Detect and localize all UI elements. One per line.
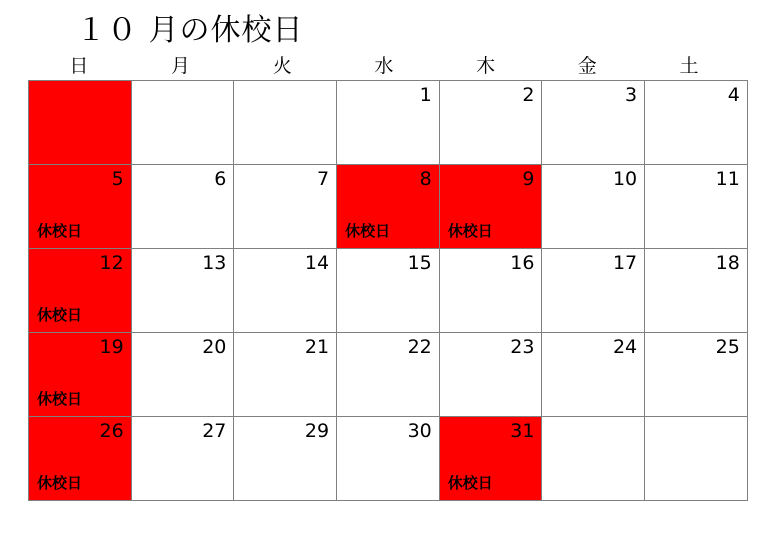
day-note: 休校日 <box>447 222 493 240</box>
calendar-cell <box>337 165 440 249</box>
day-number: 17 <box>612 252 638 274</box>
calendar-cell <box>131 81 234 165</box>
weekday-label-fri: 金 <box>577 55 597 77</box>
calendar-week-row <box>29 81 748 165</box>
day-number: 16 <box>510 252 535 274</box>
weekday-label-sun: 日 <box>69 55 89 77</box>
calendar-cell <box>234 81 337 165</box>
day-number: 25 <box>715 336 740 358</box>
weekday-label-wed: 水 <box>374 55 394 77</box>
calendar-cell <box>439 81 542 165</box>
day-number: 8 <box>419 168 432 190</box>
weekday-label-tue: 火 <box>272 55 292 77</box>
calendar-cell <box>234 333 337 417</box>
day-number: 9 <box>522 168 535 190</box>
weekday-label-mon: 月 <box>171 55 191 77</box>
calendar-week-row <box>29 249 748 333</box>
day-number: 4 <box>727 84 740 106</box>
day-number: 18 <box>715 252 740 274</box>
calendar-cell <box>542 165 645 249</box>
day-number: 10 <box>612 168 638 190</box>
day-number: 24 <box>612 336 638 358</box>
calendar-week-row <box>29 165 748 249</box>
calendar-cell <box>234 249 337 333</box>
day-number: 27 <box>202 420 227 442</box>
calendar-cell <box>337 81 440 165</box>
day-number: 1 <box>419 84 432 106</box>
day-number: 3 <box>625 84 638 106</box>
calendar-cell <box>131 333 234 417</box>
calendar-cell <box>542 417 645 501</box>
calendar-cell <box>131 417 234 501</box>
calendar-cell <box>542 81 645 165</box>
calendar-cell <box>337 333 440 417</box>
day-note: 休校日 <box>447 474 493 492</box>
calendar-cell <box>337 417 440 501</box>
calendar-cell <box>645 165 748 249</box>
calendar-cell <box>234 417 337 501</box>
day-number: 14 <box>304 252 330 274</box>
calendar-cell <box>131 165 234 249</box>
day-note: 休校日 <box>37 474 83 492</box>
day-number: 20 <box>202 336 227 358</box>
day-number: 22 <box>407 336 432 358</box>
day-note: 休校日 <box>37 390 83 408</box>
day-number: 13 <box>202 252 227 274</box>
calendar-week-row <box>29 417 748 501</box>
calendar-cell <box>645 333 748 417</box>
calendar-cell <box>439 165 542 249</box>
calendar-cell <box>29 417 132 501</box>
calendar-cell <box>645 81 748 165</box>
calendar-cell <box>234 165 337 249</box>
page-title: １０ 月の休校日 <box>76 13 304 48</box>
day-number: 6 <box>214 168 227 190</box>
day-number: 7 <box>316 168 330 190</box>
day-note: 休校日 <box>37 306 83 324</box>
calendar-cell <box>439 249 542 333</box>
calendar-cell <box>645 417 748 501</box>
calendar-cell <box>337 249 440 333</box>
calendar-cell <box>29 249 132 333</box>
day-number: 30 <box>407 420 432 442</box>
calendar-week-row <box>29 333 748 417</box>
day-number: 26 <box>99 420 124 442</box>
calendar-cell <box>645 249 748 333</box>
day-number: 5 <box>111 168 124 190</box>
calendar-cell <box>542 333 645 417</box>
calendar-cell <box>29 333 132 417</box>
calendar-cell <box>131 249 234 333</box>
day-number: 21 <box>304 336 330 358</box>
day-note: 休校日 <box>345 222 391 240</box>
day-number: 29 <box>304 420 330 442</box>
day-number: 11 <box>715 168 740 190</box>
calendar-cell <box>29 165 132 249</box>
day-number: 19 <box>99 336 124 358</box>
day-note: 休校日 <box>37 222 83 240</box>
calendar-cell <box>542 249 645 333</box>
weekday-header-row <box>28 54 740 78</box>
day-number: 31 <box>510 420 535 442</box>
calendar-cell <box>29 81 132 165</box>
day-number: 23 <box>510 336 535 358</box>
day-number: 12 <box>99 252 124 274</box>
weekday-label-sat: 土 <box>679 55 699 77</box>
day-number: 2 <box>522 84 535 106</box>
calendar-cell <box>439 417 542 501</box>
calendar-cell <box>439 333 542 417</box>
day-number: 15 <box>407 252 432 274</box>
calendar-grid <box>28 80 748 501</box>
weekday-label-thu: 木 <box>476 55 496 77</box>
